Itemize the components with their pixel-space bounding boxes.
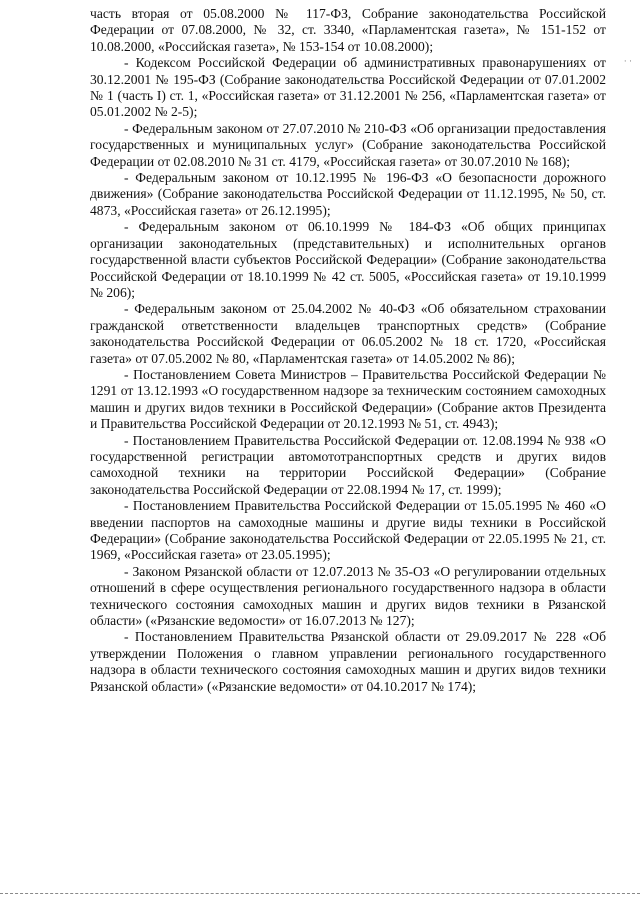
list-item-postanovlenie-1291: - Постановлением Совета Министров – Правительства Российской Федерации № 1291 от 13.12.1993 «О государственном надзоре за техническим состоянием самоходных машин и других видов техники в Российской Федерации» (Собрание актов Президента и Правительства Российской Федерации от 20.12.1993 № 51, ст. 4943); [90, 366, 606, 432]
page-bottom-divider [0, 893, 640, 894]
document-page [90, 6, 606, 695]
list-item-zakon-35-oz: - Законом Рязанской области от 12.07.2013 № 35-ОЗ «О регулировании отдельных отношений в сфере осуществления регионального государственного надзора в области технического состояния самоходных машин и других видов техники в Рязанской области» («Рязанские ведомости» от 16.07.2013 № 127); [90, 563, 606, 629]
list-item-postanovlenie-460: - Постановлением Правительства Российской Федерации от 15.05.1995 № 460 «О введении паспортов на самоходные машины и другие виды техники в Российской Федерации» (Собрание законодательства Российской Федерации от 22.05.1995 № 21, ст. 1969, «Российская газета» от 23.05.1995); [90, 498, 606, 563]
list-item-fz-40: - Федеральным законом от 25.04.2002 № 40-ФЗ «Об обязательном страховании гражданской ответственности владельцев транспортных средств» (Собрание законодательства Российской Федерации от 06.05.2002 № 18 ст. 1720, «Российская газета» от 07.05.2002 № 80, «Парламентская газета» от 14.05.2002 № 86); [90, 301, 606, 366]
list-item-fz-196: - Федеральным законом от 10.12.1995 № 196-ФЗ «О безопасности дорожного движения» (Собрание законодательства Российской Федерации от 11.12.1995, № 50, ст. 4873, «Российская газета» от 26.12.1995); [90, 170, 606, 218]
scan-artifact-mark: · · [623, 56, 632, 66]
list-item-postanovlenie-938: - Постановлением Правительства Российской Федерации от. 12.08.1994 № 938 «О государственной регистрации автомототранспортных средств и других видов самоходной техники на территории Российской Федерации» (Собрание законодательства Российской Федерации от 22.08.1994 № 17, ст. 1999); [90, 432, 606, 497]
list-item-fz-184: - Федеральным законом от 06.10.1999 № 184-ФЗ «Об общих принципах организации законодательных (представительных) и исполнительных органов государственной власти субъектов Российской Федерации» (Собрание законодательства Российской Федерации от 18.10.1999 № 42 ст. 5005, «Российская газета» от 19.10.1999 № 206); [90, 219, 606, 300]
list-item-koap: - Кодексом Российской Федерации об административных правонарушениях от 30.12.2001 № 195-ФЗ (Собрание законодательства Российской Федерации от 07.01.2002 № 1 (часть I) ст. 1, «Российская газета» от 31.12.2001 № 256, «Парламентская газета» от 05.01.2002 № 2-5); [90, 55, 606, 120]
paragraph-continuation: часть вторая от 05.08.2000 № 117-ФЗ, Собрание законодательства Российской Федерации от 07.08.2000, № 32, ст. 3340, «Парламентская газета», № 151-152 от 10.08.2000, «Российская газета», № 153-154 от 10.08.2000); [90, 6, 606, 54]
list-item-postanovlenie-228: - Постановлением Правительства Рязанской области от 29.09.2017 № 228 «Об утверждении Положения о главном управлении регионального государственного надзора в области технического состояния самоходных машин и других видов техники Рязанской области» («Рязанские ведомости» от 04.10.2017 № 174); [90, 629, 606, 694]
list-item-fz-210: - Федеральным законом от 27.07.2010 № 210-ФЗ «Об организации предоставления государственных и муниципальных услуг» (Собрание законодательства Российской Федерации от 02.08.2010 № 31 ст. 4179, «Российская газета» от 30.07.2010 № 168); [90, 120, 606, 169]
